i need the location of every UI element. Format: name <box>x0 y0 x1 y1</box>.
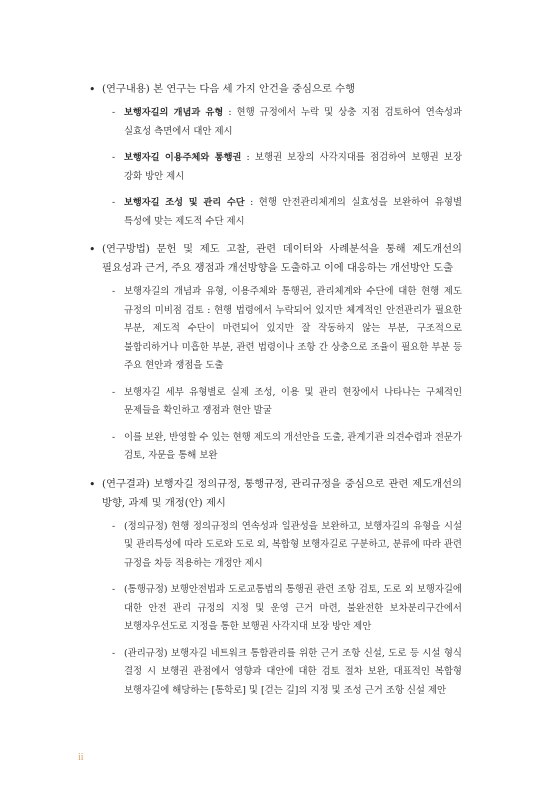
sub-item-text: 이를 보완, 반영할 수 있는 현행 제도의 개선안을 도출, 관계기관 의견수렴과 전문가 검토, 자문을 통해 보완 <box>124 431 462 461</box>
sub-item-text: : 현행 규정에서 누락 및 상충 지점 검토하여 연속성과 실효성 측면에서 대안 제시 <box>124 107 462 137</box>
section-research-result <box>90 475 462 701</box>
sub-item-text: : 현행 안전관리체계의 실효성을 보완하여 유형별 특성에 맞는 제도적 수단 제시 <box>124 197 463 227</box>
sub-item <box>110 645 462 701</box>
sub-item-text: 보행자길의 개념과 유형, 이용주체와 통행권, 관리체계와 수단에 대한 현행 제도 규정의 미비점 검토 : 현행 법령에서 누락되어 있지만 체계적인 안전관리가 필요한 부분, 제도적 수단이 마련되어 있지만 잘 작동하지 않는 부분, 구조적으로 불합리하거나 미흡한 부분, 관련 법령이나 조항 간 상충으로 조율이 필요한 부분 등 주요 현안과 쟁점을 도출 <box>124 286 462 371</box>
sub-item-bold: 보행자길의 개념과 유형 <box>124 107 224 118</box>
document-body <box>90 80 462 700</box>
sub-item-text: (정의규정) 현행 정의규정의 연속성과 일관성을 보완하고, 보행자길의 유형을 시설 및 관리특성에 따라 도로와 도로 외, 복합형 보행자길로 구분하고, 분류에 따라 관련 규정을 차등 적용하는 개정안 제시 <box>124 520 462 569</box>
section-research-method <box>90 240 462 466</box>
sub-item <box>110 384 462 421</box>
sub-item-text: (통행규정) 보행안전법과 도로교통법의 통행권 관련 조항 검토, 도로 외 보행자길에 대한 안전 관리 규정의 지정 및 운영 근거 마련, 불완전한 보차분리구간에서 보행자우선도로 지정을 통한 보행권 사각지대 보장 방안 제안 <box>124 584 462 632</box>
sub-item-bold: 보행자길 조성 및 관리 수단 <box>124 197 245 208</box>
sub-list <box>110 518 462 701</box>
sub-item-text: (관리규정) 보행자길 네트워크 통합관리를 위한 근거 조항 신설, 도로 등 시설 형식 결정 시 보행권 관점에서 영향과 대안에 대한 검토 절차 보완, 대표적인 복합형 보행자길에 해당하는 [통학로] 및 [걷는 길]의 지정 및 조성 근거 조항 신설 제안 <box>124 647 462 696</box>
sub-item <box>110 283 462 376</box>
sub-item <box>110 194 462 231</box>
sub-item-text: 보행자길 세부 유형별로 실제 조성, 이용 및 관리 현장에서 나타나는 구체적인 문제들을 확인하고 쟁점과 현안 발굴 <box>124 386 462 416</box>
sub-item <box>110 518 462 574</box>
section-heading: • (연구방법) 문헌 및 제도 고찰, 관련 데이터와 사례분석을 통해 제도개선의 필요성과 근거, 주요 쟁점과 개선방향을 도출하고 이에 대응하는 개선방안 도출 <box>90 240 462 278</box>
sub-item <box>110 149 462 186</box>
sub-item <box>110 581 462 637</box>
sub-list <box>110 104 462 231</box>
sub-item <box>110 104 462 141</box>
section-heading: • (연구결과) 보행자길 정의규정, 통행규정, 관리규정을 중심으로 관련 제도개선의 방향, 과제 및 개정(안) 제시 <box>90 475 462 513</box>
page-number: ii <box>78 752 84 763</box>
sub-item-text: : 보행권 보장의 사각지대를 점검하여 보행권 보장 강화 방안 제시 <box>124 152 462 182</box>
sub-list <box>110 283 462 466</box>
section-heading: • (연구내용) 본 연구는 다음 세 가지 안건을 중심으로 수행 <box>90 80 462 99</box>
sub-item-bold: 보행자길 이용주체와 통행권 <box>124 152 242 163</box>
sub-item <box>110 429 462 466</box>
section-research-content <box>90 80 462 231</box>
